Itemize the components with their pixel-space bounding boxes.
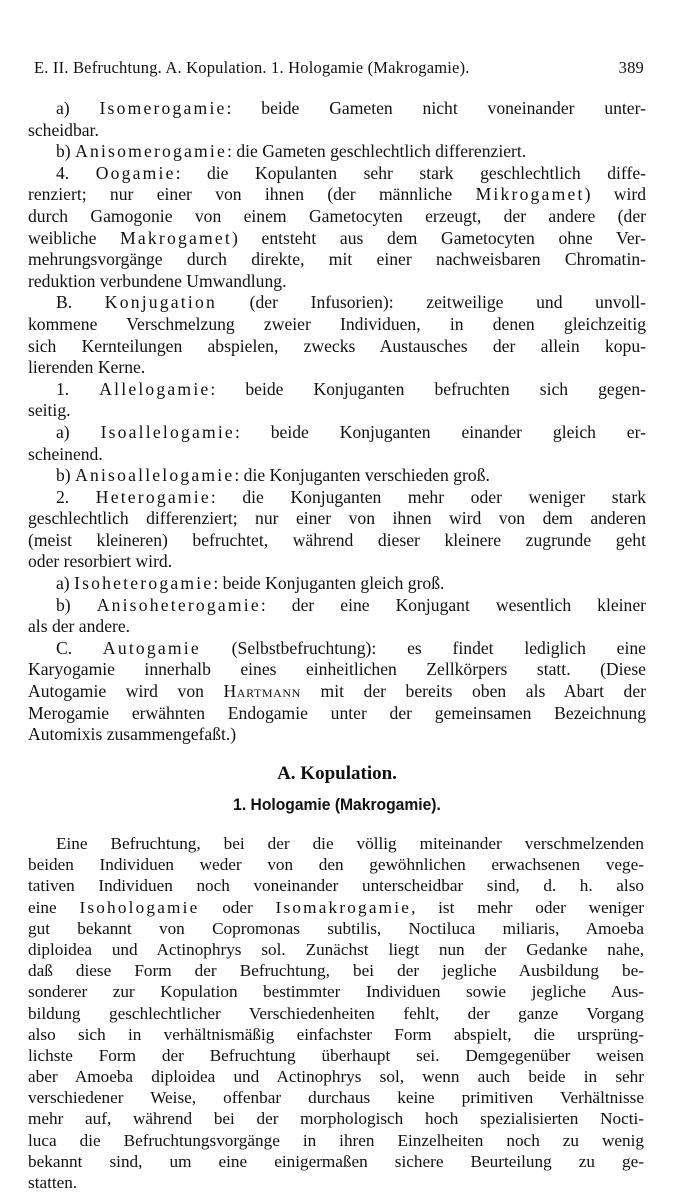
text-line [28,444,646,466]
line-text: scheidbar. [28,119,99,140]
text-line [28,875,644,896]
hologamie-paragraph [28,833,644,1193]
text-line [28,960,644,981]
line-text: weibliche [28,227,121,248]
line-text: renziert; nur einer von ihnen (der männliche [28,184,476,205]
line-text: : die Kopulanten sehr stark geschlechtlich diffe- [175,162,646,183]
line-text: : beide Gameten nicht voneinander unter- [226,98,646,118]
line-text: sonderer zur Kopulation bestimmter Individuen sowie jegliche Aus- [28,982,644,1002]
text-line [28,400,646,422]
line-text: : die Konjuganten mehr oder weniger stark [210,486,646,507]
text-line [28,595,646,617]
running-title: E. II. Befruchtung. A. Kopulation. 1. Hologamie (Makrogamie). [34,58,470,77]
line-text: mehrungsvorgänge durch direkte, mit einer nachweisbaren Chromatin- [28,249,646,270]
line-text: daß diese Form der Befruchtung, bei der jegliche Ausbildung be- [28,961,644,981]
line-text: : der eine Konjugant wesentlich kleiner [260,594,646,615]
line-text: ) wird [584,184,646,205]
text-line [28,336,646,358]
line-text: beiden Individuen weder von den gewöhnlichen erwachsenen vege- [28,855,644,875]
text-line [28,939,644,960]
line-text: 4. [56,162,96,183]
spaced-term: Isoallelogamie [100,421,235,442]
line-text: a) [56,98,100,118]
text-line [28,897,644,918]
spaced-term: Isohologamie [79,897,200,917]
text-line [28,249,646,271]
spaced-term: Isomakrogamie [275,897,412,917]
text-line [28,551,646,573]
line-text: (Selbstbefruchtung): es findet lediglich eine [200,637,646,658]
line-text: : beide Konjuganten einander gleich er- [234,421,646,442]
line-text: 2. [56,486,96,507]
text-line [28,638,646,660]
text-line [28,206,646,228]
text-line [28,530,646,552]
text-line [28,1108,644,1129]
line-text: a) [56,421,101,442]
line-text: Automixis zusammengefaßt.) [28,724,237,745]
text-line [28,379,646,401]
line-text: C. [56,637,103,658]
section-heading: A. Kopulation. [277,763,397,784]
text-line [28,1087,644,1108]
line-text: a) [56,573,75,594]
line-text: geschlechtlich differenziert; nur einer von ihnen wird von dem anderen [28,508,646,529]
line-text: aber Amoeba diploidea und Actinophrys sol, wenn auch beide in sehr [28,1067,644,1087]
line-text: mehr auf, während bei der morphologisch hoch spezialisierten Nocti- [28,1109,644,1129]
spaced-term: Anisoallelogamie [75,465,235,486]
spaced-term: Makrogamet [120,227,232,248]
text-line [28,184,646,206]
line-text: reduktion verbundene Umwandlung. [28,270,287,291]
line-text: b) [56,594,97,615]
spaced-term: Heterogamie [95,486,211,507]
line-text: statten. [28,1173,78,1192]
line-text: luca die Befruchtungsvorgänge in ihren Einzelheiten noch zu wenig [28,1130,644,1150]
line-text: gut bekannt von Copromonas subtilis, Noctiluca miliaris, Amoeba [28,918,644,938]
line-text: Merogamie erwähnten Endogamie unter der gemeinsamen Bezeichnung [28,702,646,723]
text-line [28,1130,644,1151]
text-line [28,292,646,314]
text-line [28,1045,644,1066]
line-text: tativen Individuen noch voneinander unterscheidbar sind, d. h. also [28,876,644,896]
line-text: (meist kleineren) befruchtet, während dieser kleinere zugrunde geht [28,529,646,550]
line-text: (der Infusorien): zeitweilige und unvoll- [216,292,646,313]
text-line [28,141,646,163]
line-text: 1. [56,378,100,399]
text-line [28,357,646,379]
text-line [28,1151,644,1172]
line-text: als der andere. [28,616,131,637]
classification-text [28,98,646,746]
text-line [28,724,646,746]
spaced-term: Anisoheterogamie [96,594,261,615]
text-line [28,854,644,875]
line-text: : die Konjuganten verschieden groß. [234,465,490,486]
line-text: also sich in verhältnismäßig einfachster Form abspielt, die ursprüng- [28,1024,644,1044]
text-line [28,1172,644,1193]
sub-heading: 1. Hologamie (Makrogamie). [233,795,441,814]
running-head [34,58,644,78]
text-line [28,616,646,638]
spaced-term: Konjugation [104,292,217,313]
spaced-term: Isomerogamie [99,98,227,118]
line-text: diploidea und Actinophrys sol. Zunächst liegt nun der Gedanke nahe, [28,939,644,959]
text-line [28,465,646,487]
line-text: : beide Konjuganten gleich groß. [213,573,445,594]
line-text: durch Gamogonie von einem Gametocyten erzeugt, der andere (der [28,205,646,226]
text-line [28,918,644,939]
text-line [28,228,646,250]
text-line [28,1066,644,1087]
line-text: bekannt sind, um eine einigermaßen sichere Beurteilung zu ge- [28,1151,644,1171]
line-text: Autogamie wird von [28,681,224,702]
line-text: verschiedener Weise, offenbar durchaus keine primitiven Verhältnisse [28,1088,644,1108]
text-line [28,659,646,681]
page-number: 389 [618,58,644,77]
text-line [28,1003,644,1024]
line-text: bildung geschlechtlicher Verschiedenheiten fehlt, der ganze Vorgang [28,1003,644,1023]
line-text: lichste Form der Befruchtung überhaupt sei. Demgegenüber weisen [28,1045,644,1065]
text-line [28,833,644,854]
text-line [28,487,646,509]
spaced-term: Mikrogamet [475,184,585,205]
line-text: : beide Konjuganten befruchten sich gegen- [210,378,646,399]
line-text: scheinend. [28,443,103,464]
line-text: lierenden Kerne. [28,357,146,378]
text-line [28,120,646,142]
line-text: B. [56,292,105,313]
line-text: b) [56,141,76,162]
line-text: Karyogamie innerhalb eines einheitlichen Zellkörpers statt. (Diese [28,659,646,680]
text-line [28,271,646,293]
small-caps-name: Hartmann [223,681,301,702]
line-text: sich Kernteilungen abspielen, zwecks Austausches der allein kopu- [28,335,646,356]
line-text: Eine Befruchtung, bei der die völlig miteinander verschmelzenden [56,834,644,853]
text-line [28,163,646,185]
text-line [28,314,646,336]
text-line [28,98,646,120]
line-text: : die Gameten geschlechtlich differenziert. [227,141,527,162]
line-text: , ist mehr oder weniger [411,897,644,917]
text-line [28,703,646,725]
spaced-term: Autogamie [102,637,201,658]
line-text: oder [199,897,276,917]
text-line [28,422,646,444]
line-text: b) [56,465,76,486]
line-text: oder resorbiert wird. [28,551,173,572]
line-text: ) entsteht aus dem Gametocyten ohne Ver- [231,227,646,248]
spaced-term: Anisomerogamie [75,141,228,162]
line-text: mit der bereits oben als Abart der [300,681,646,702]
line-text: seitig. [28,400,71,421]
spaced-term: Oogamie [95,162,176,183]
line-text: eine [28,897,80,917]
line-text: kommene Verschmelzung zweier Individuen, in denen gleichzeitig [28,313,646,334]
text-line [28,981,644,1002]
text-line [28,681,646,703]
spaced-term: Isoheterogamie [74,573,214,594]
text-line [28,573,646,595]
text-line [28,1024,644,1045]
spaced-term: Allelogamie [99,378,211,399]
text-line [28,508,646,530]
